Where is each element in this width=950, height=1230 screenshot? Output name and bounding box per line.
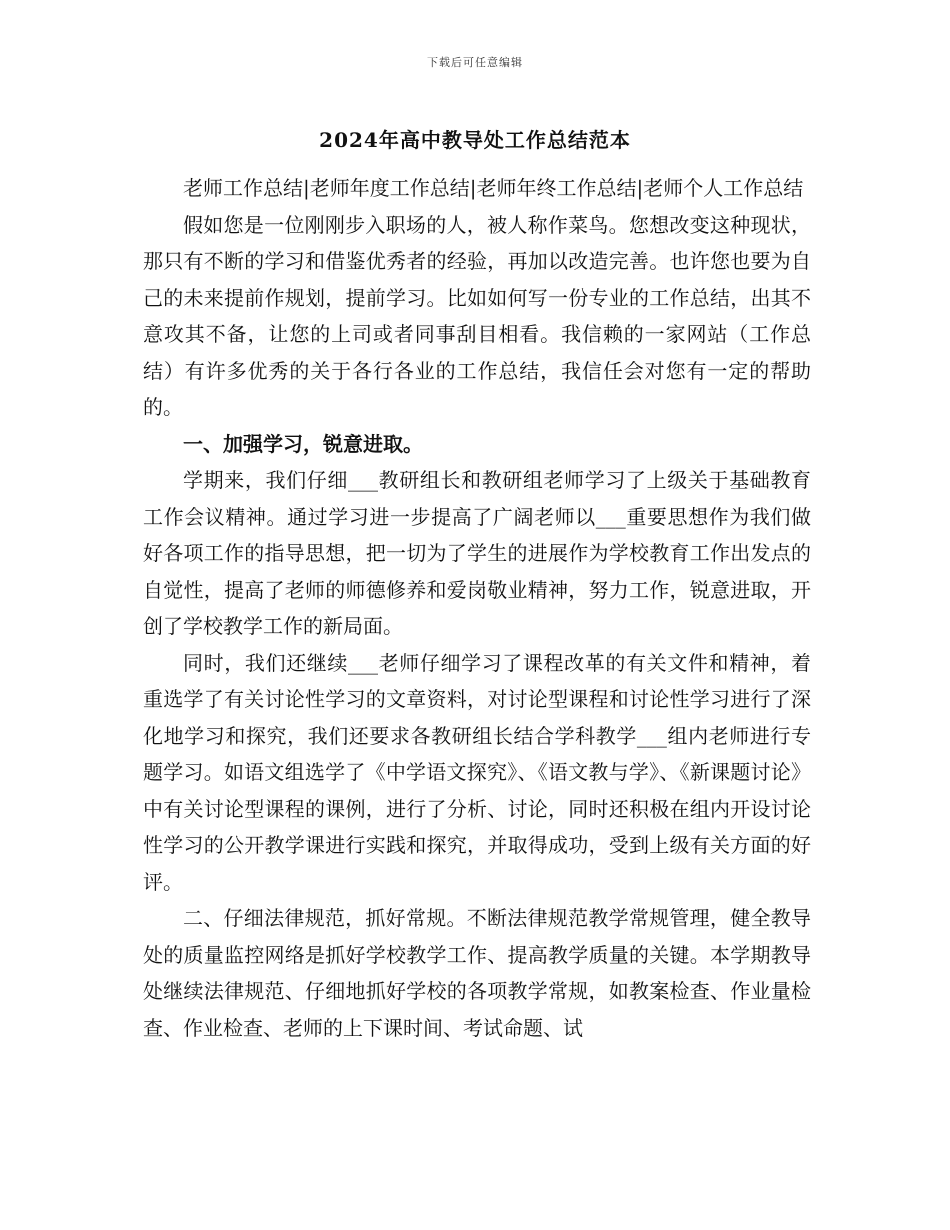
paragraph-study: 学期来，我们仔细___教研组长和教研组老师学习了上级关于基础教育工作会议精神。通过学习进一步提高了广阔老师以___重要思想作为我们做好各项工作的指导思想，把一切为了学生的进展作为学校教育工作出发点的自觉性，提高了老师的师德修养和爱岗敬业精神，努力工作，锐意进取，开创了学校教学工作的新局面。 <box>143 468 811 638</box>
paragraph-section-2: 二、仔细法律规范，抓好常规。不断法律规范教学常规管理，健全教导处的质量监控网络是抓好学校教学工作、提高教学质量的关键。本学期教导处继续法律规范、仔细地抓好学校的各项教学常规，如教案检查、作业量检查、作业检查、老师的上下课时间、考试命题、试 <box>143 906 811 1040</box>
document-body <box>143 170 811 1046</box>
paragraph-keywords: 老师工作总结|老师年度工作总结|老师年终工作总结|老师个人工作总结 <box>183 176 804 200</box>
section-heading-1: 一、加强学习，锐意进取。 <box>183 431 423 456</box>
header-note: 下载后可任意编辑 <box>427 56 523 69</box>
document-title: 2024年高中教导处工作总结范本 <box>319 128 631 152</box>
paragraph-curriculum: 同时，我们还继续___老师仔细学习了课程改革的有关文件和精神，着重选学了有关讨论性学习的文章资料，对讨论型课程和讨论性学习进行了深化地学习和探究，我们还要求各教研组长结合学科教学___组内老师进行专题学习。如语文组选学了《中学语文探究》、《语文教与学》、《新课题讨论》中有关讨论型课程的课例，进行了分析、讨论，同时还积极在组内开设讨论性学习的公开教学课进行实践和探究，并取得成功，受到上级有关方面的好评。 <box>143 650 811 894</box>
paragraph-intro: 假如您是一位刚刚步入职场的人，被人称作菜鸟。您想改变这种现状，那只有不断的学习和借鉴优秀者的经验，再加以改造完善。也许您也要为自己的未来提前作规划，提前学习。比如如何写一份专业的工作总结，出其不意攻其不备，让您的上司或者同事刮目相看。我信赖的一家网站（工作总结）有许多优秀的关于各行各业的工作总结，我信任会对您有一定的帮助的。 <box>143 212 811 419</box>
